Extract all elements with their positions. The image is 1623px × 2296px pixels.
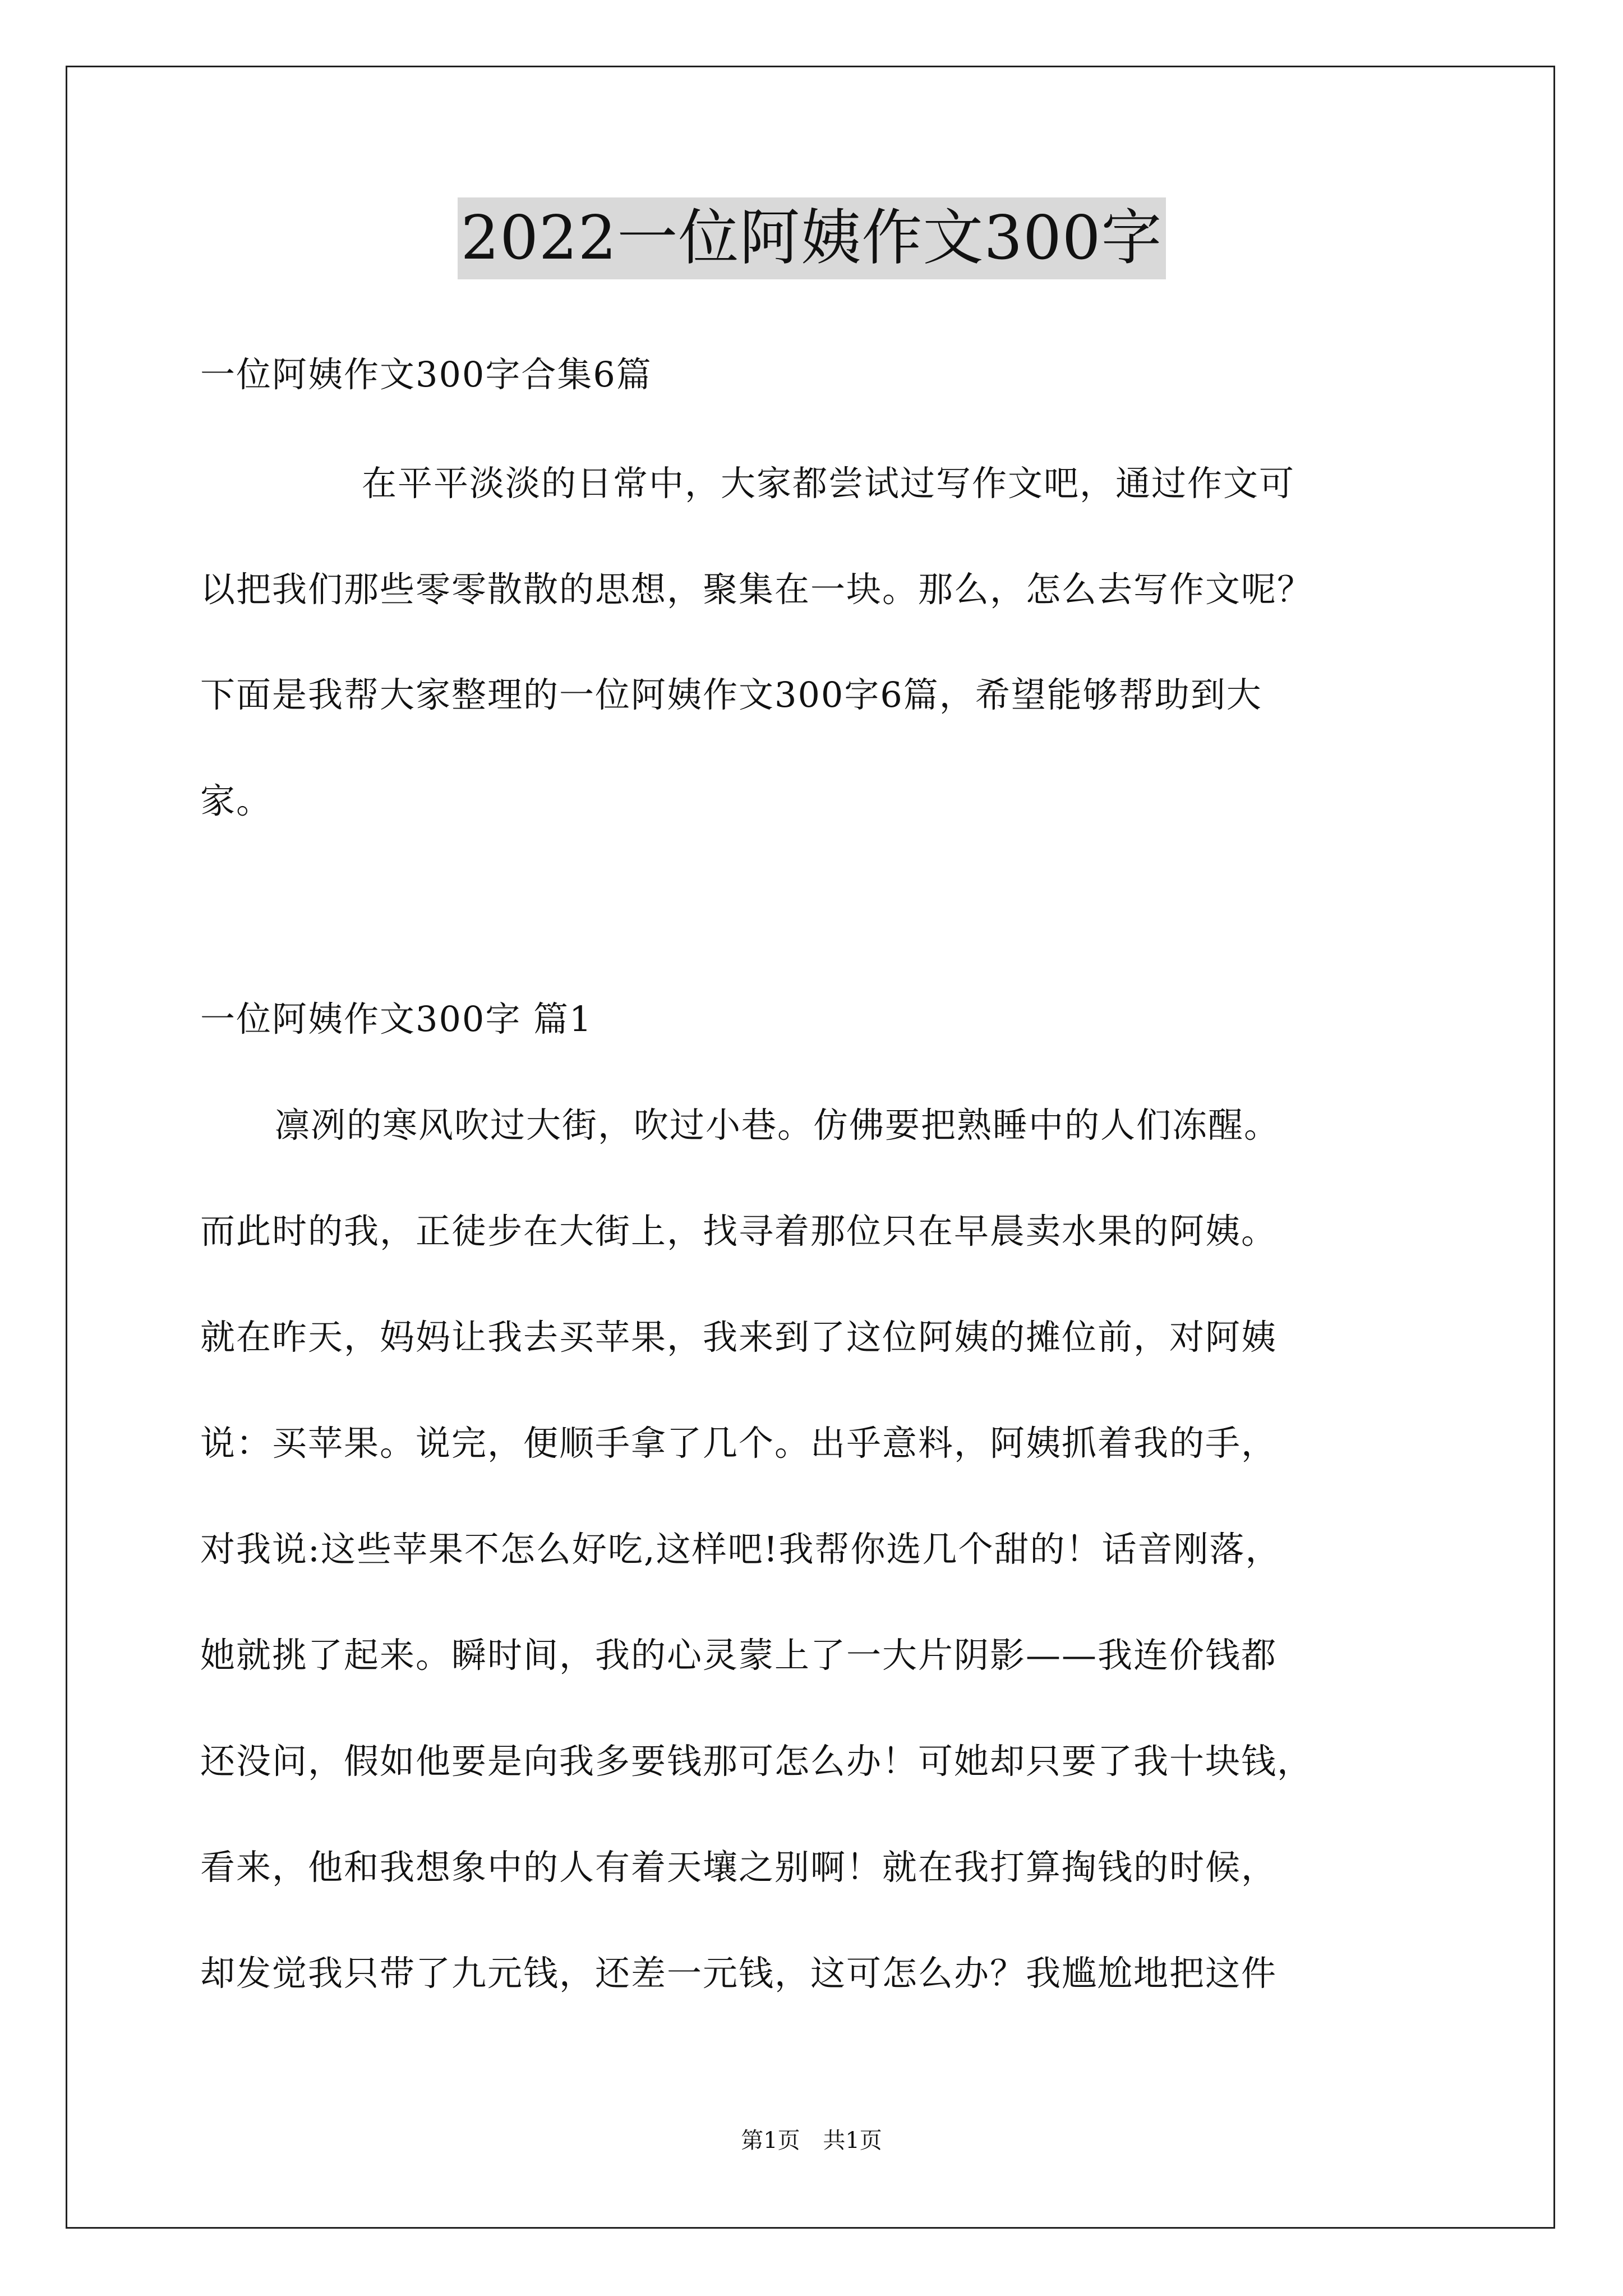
- body-line-5: 对我说:这些苹果不怎么好吃,这样吧!我帮你选几个甜的！话音刚落，: [200, 1529, 1281, 1570]
- intro-line-4: 家。: [200, 780, 273, 821]
- body-line-4: 说：买苹果。说完，便顺手拿了几个。出乎意料，阿姨抓着我的手，: [200, 1423, 1278, 1464]
- body-line-7: 还没问，假如他要是向我多要钱那可怎么办！可她却只要了我十块钱，: [200, 1741, 1313, 1782]
- document-title: 2022一位阿姨作文300字: [458, 197, 1166, 279]
- page-number: 第1页: [741, 2128, 800, 2154]
- body-line-9: 却发觉我只带了九元钱，还差一元钱，这可怎么办？我尴尬地把这件: [200, 1953, 1278, 1994]
- section-heading: 一位阿姨作文300字 篇1: [200, 999, 593, 1039]
- body-line-8: 看来，他和我想象中的人有着天壤之别啊！就在我打算掏钱的时候，: [200, 1847, 1278, 1888]
- intro-line-1: 在平平淡淡的日常中，大家都尝试过写作文吧，通过作文可: [362, 463, 1295, 504]
- body-line-6: 她就挑了起来。瞬时间，我的心灵蒙上了一大片阴影——我连价钱都: [200, 1635, 1278, 1676]
- title-container: [0, 197, 1623, 279]
- body-line-3: 就在昨天，妈妈让我去买苹果，我来到了这位阿姨的摊位前，对阿姨: [200, 1317, 1278, 1358]
- intro-line-2: 以把我们那些零零散散的思想，聚集在一块。那么，怎么去写作文呢？: [200, 569, 1313, 610]
- intro-line-3: 下面是我帮大家整理的一位阿姨作文300字6篇，希望能够帮助到大: [200, 674, 1262, 715]
- body-line-2: 而此时的我，正徒步在大街上，找寻着那位只在早晨卖水果的阿姨。: [200, 1211, 1278, 1251]
- body-line-1: 凛冽的寒风吹过大街，吹过小巷。仿佛要把熟睡中的人们冻醒。: [275, 1105, 1280, 1145]
- page-total: 共1页: [823, 2128, 882, 2154]
- page-footer: [0, 2126, 1623, 2155]
- document-subtitle: 一位阿姨作文300字合集6篇: [200, 354, 652, 395]
